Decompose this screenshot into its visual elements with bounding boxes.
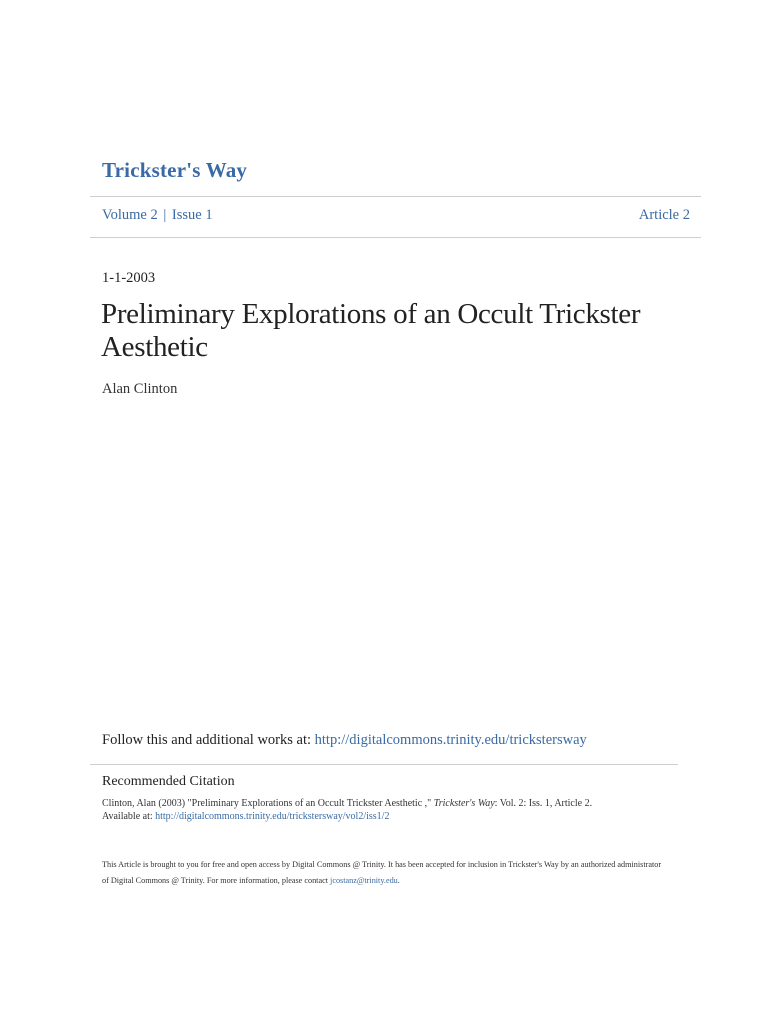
article-number-link[interactable]: Article 2 — [638, 207, 690, 223]
volume-issue-separator: | — [163, 207, 167, 223]
recommended-citation-heading: Recommended Citation — [102, 774, 235, 789]
issue-link[interactable]: Issue 1 — [171, 207, 213, 223]
author-name: Alan Clinton — [102, 381, 178, 397]
divider-top — [90, 196, 701, 197]
publication-date: 1-1-2003 — [102, 270, 156, 286]
citation-url-link[interactable]: http://digitalcommons.trinity.edu/trickstersway/vol2/iss1/2 — [155, 811, 390, 822]
footer-note — [102, 857, 662, 889]
divider-middle — [90, 237, 701, 238]
footer-text: This Article is brought to you for free and open access by Digital Commons @ Trinity. It has been accepted for inclusion in Trickster's Way by an authorized administrator of Digital Commons @ Trinity. For more information, please contact — [102, 860, 662, 885]
footer-end: . — [397, 876, 400, 885]
citation-journal: Trickster's Way — [433, 798, 495, 809]
follow-url-link[interactable]: http://digitalcommons.trinity.edu/trickstersway — [314, 732, 587, 748]
journal-title-link[interactable]: Trickster's Way — [102, 158, 248, 182]
follow-label: Follow this and additional works at: — [102, 732, 315, 748]
volume-issue-group — [102, 207, 213, 224]
citation-text — [102, 797, 692, 823]
divider-citation — [90, 764, 678, 765]
citation-available-label: Available at: — [102, 811, 156, 822]
volume-link[interactable]: Volume 2 — [102, 207, 158, 223]
citation-prefix: Clinton, Alan (2003) "Preliminary Explorations of an Occult Trickster Aesthetic ," — [102, 798, 434, 809]
citation-suffix: : Vol. 2: Iss. 1, Article 2. — [494, 798, 593, 809]
follow-line — [102, 732, 587, 749]
contact-email-link[interactable]: jcostanz@trinity.edu — [330, 876, 398, 885]
article-title: Preliminary Explorations of an Occult Trickster Aesthetic — [101, 298, 641, 363]
